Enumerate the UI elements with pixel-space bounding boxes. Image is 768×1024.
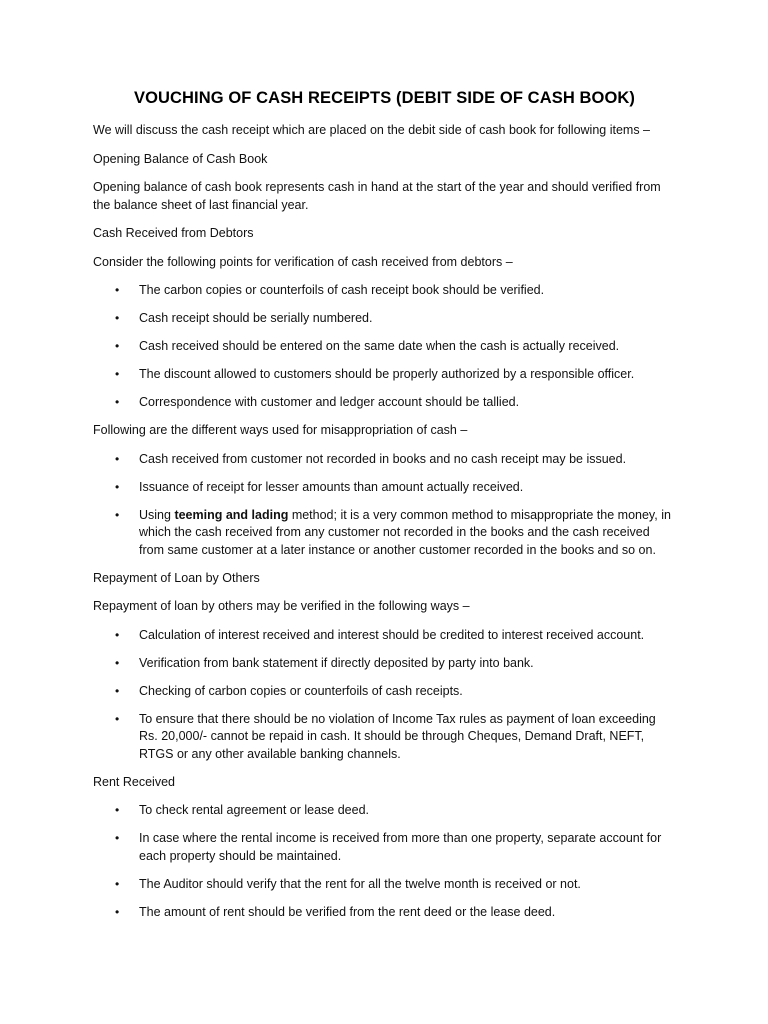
misappropriation-lead: Following are the different ways used for misappropriation of cash –: [93, 423, 468, 437]
list-item: [93, 394, 676, 412]
list-item-text: Issuance of receipt for lesser amounts than amount actually received.: [139, 479, 524, 494]
list-item: [93, 451, 676, 469]
list-item-text: To check rental agreement or lease deed.: [139, 803, 369, 817]
bullet-icon: •: [115, 507, 120, 522]
list-item-text: The discount allowed to customers should be properly authorized by a responsible officer.: [139, 367, 635, 381]
bullet-icon: •: [115, 803, 120, 817]
misappropriation-list: [93, 451, 676, 560]
list-item-text: Cash received should be entered on the same date when the cash is actually received.: [139, 339, 620, 353]
opening-balance-text: Opening balance of cash book represents cash in hand at the start of the year and should verified from the balance sheet of last financial year.: [93, 180, 661, 212]
bullet-icon: •: [115, 831, 120, 845]
bullet-icon: •: [115, 627, 120, 642]
list-item: [93, 282, 676, 300]
list-item-text: In case where the rental income is received from more than one property, separate account for each property should be maintained.: [139, 831, 662, 863]
list-item: [93, 338, 676, 356]
list-item: [93, 655, 676, 673]
bullet-icon: •: [115, 395, 120, 409]
bullet-icon: •: [115, 367, 120, 381]
bullet-icon: •: [115, 479, 120, 494]
teeming-suffix: method; it is a very common method to misappropriate the money, in which the cash received from any customer not recorded in the books and the cash received from same customer at a later instance or another customer recorded in the books and so on.: [139, 507, 671, 557]
bullet-icon: •: [115, 339, 120, 353]
list-item-text: Calculation of interest received and interest should be credited to interest received account.: [139, 627, 645, 642]
list-item: [93, 627, 676, 645]
list-item: [93, 310, 676, 328]
list-item: [93, 830, 676, 865]
loan-lead: Repayment of loan by others may be verified in the following ways –: [93, 599, 470, 613]
rent-list: [93, 802, 676, 921]
debtors-lead: Consider the following points for verification of cash received from debtors –: [93, 254, 513, 269]
list-item-text: Checking of carbon copies or counterfoils of cash receipts.: [139, 683, 463, 698]
list-item-teeming-lading: [93, 507, 676, 560]
bullet-icon: •: [115, 683, 120, 698]
list-item-text: Cash receipt should be serially numbered.: [139, 311, 373, 325]
list-item: [93, 802, 676, 820]
bullet-icon: •: [115, 451, 120, 466]
page-title: VOUCHING OF CASH RECEIPTS (DEBIT SIDE OF CASH BOOK): [133, 89, 636, 107]
bullet-icon: •: [115, 711, 120, 726]
loan-list: [93, 627, 676, 764]
bullet-icon: •: [115, 876, 120, 891]
list-item: [93, 876, 676, 894]
bullet-icon: •: [115, 655, 120, 670]
list-item: [93, 711, 676, 764]
section-heading-rent: Rent Received: [93, 774, 175, 789]
bullet-icon: •: [115, 283, 120, 297]
bullet-icon: •: [115, 904, 120, 919]
teeming-bold-term: teeming and lading: [174, 507, 289, 522]
list-item-text: Cash received from customer not recorded in books and no cash receipt may be issued.: [139, 451, 627, 466]
list-item: [93, 683, 676, 701]
list-item-text: The Auditor should verify that the rent for all the twelve month is received or not.: [139, 876, 581, 891]
debtors-verification-list: [93, 282, 676, 412]
list-item-text: The amount of rent should be verified from the rent deed or the lease deed.: [139, 904, 556, 919]
list-item-text: To ensure that there should be no violation of Income Tax rules as payment of loan exceeding Rs. 20,000/- cannot be repaid in cash. It should be through Cheques, Demand Draft, NEFT, RTGS or any other available banking channels.: [139, 711, 656, 761]
list-item-text: Correspondence with customer and ledger account should be tallied.: [139, 395, 520, 409]
list-item-text: The carbon copies or counterfoils of cash receipt book should be verified.: [139, 283, 545, 297]
list-item-text: Verification from bank statement if directly deposited by party into bank.: [139, 655, 534, 670]
teeming-prefix: Using: [139, 507, 175, 522]
section-heading-debtors: Cash Received from Debtors: [93, 226, 254, 240]
bullet-icon: •: [115, 311, 120, 325]
list-item: [93, 366, 676, 384]
list-item: [93, 479, 676, 497]
intro-paragraph: We will discuss the cash receipt which are placed on the debit side of cash book for following items –: [93, 123, 651, 137]
list-item: [93, 904, 676, 922]
section-heading-opening-balance: Opening Balance of Cash Book: [93, 151, 268, 166]
section-heading-loan: Repayment of Loan by Others: [93, 570, 260, 585]
